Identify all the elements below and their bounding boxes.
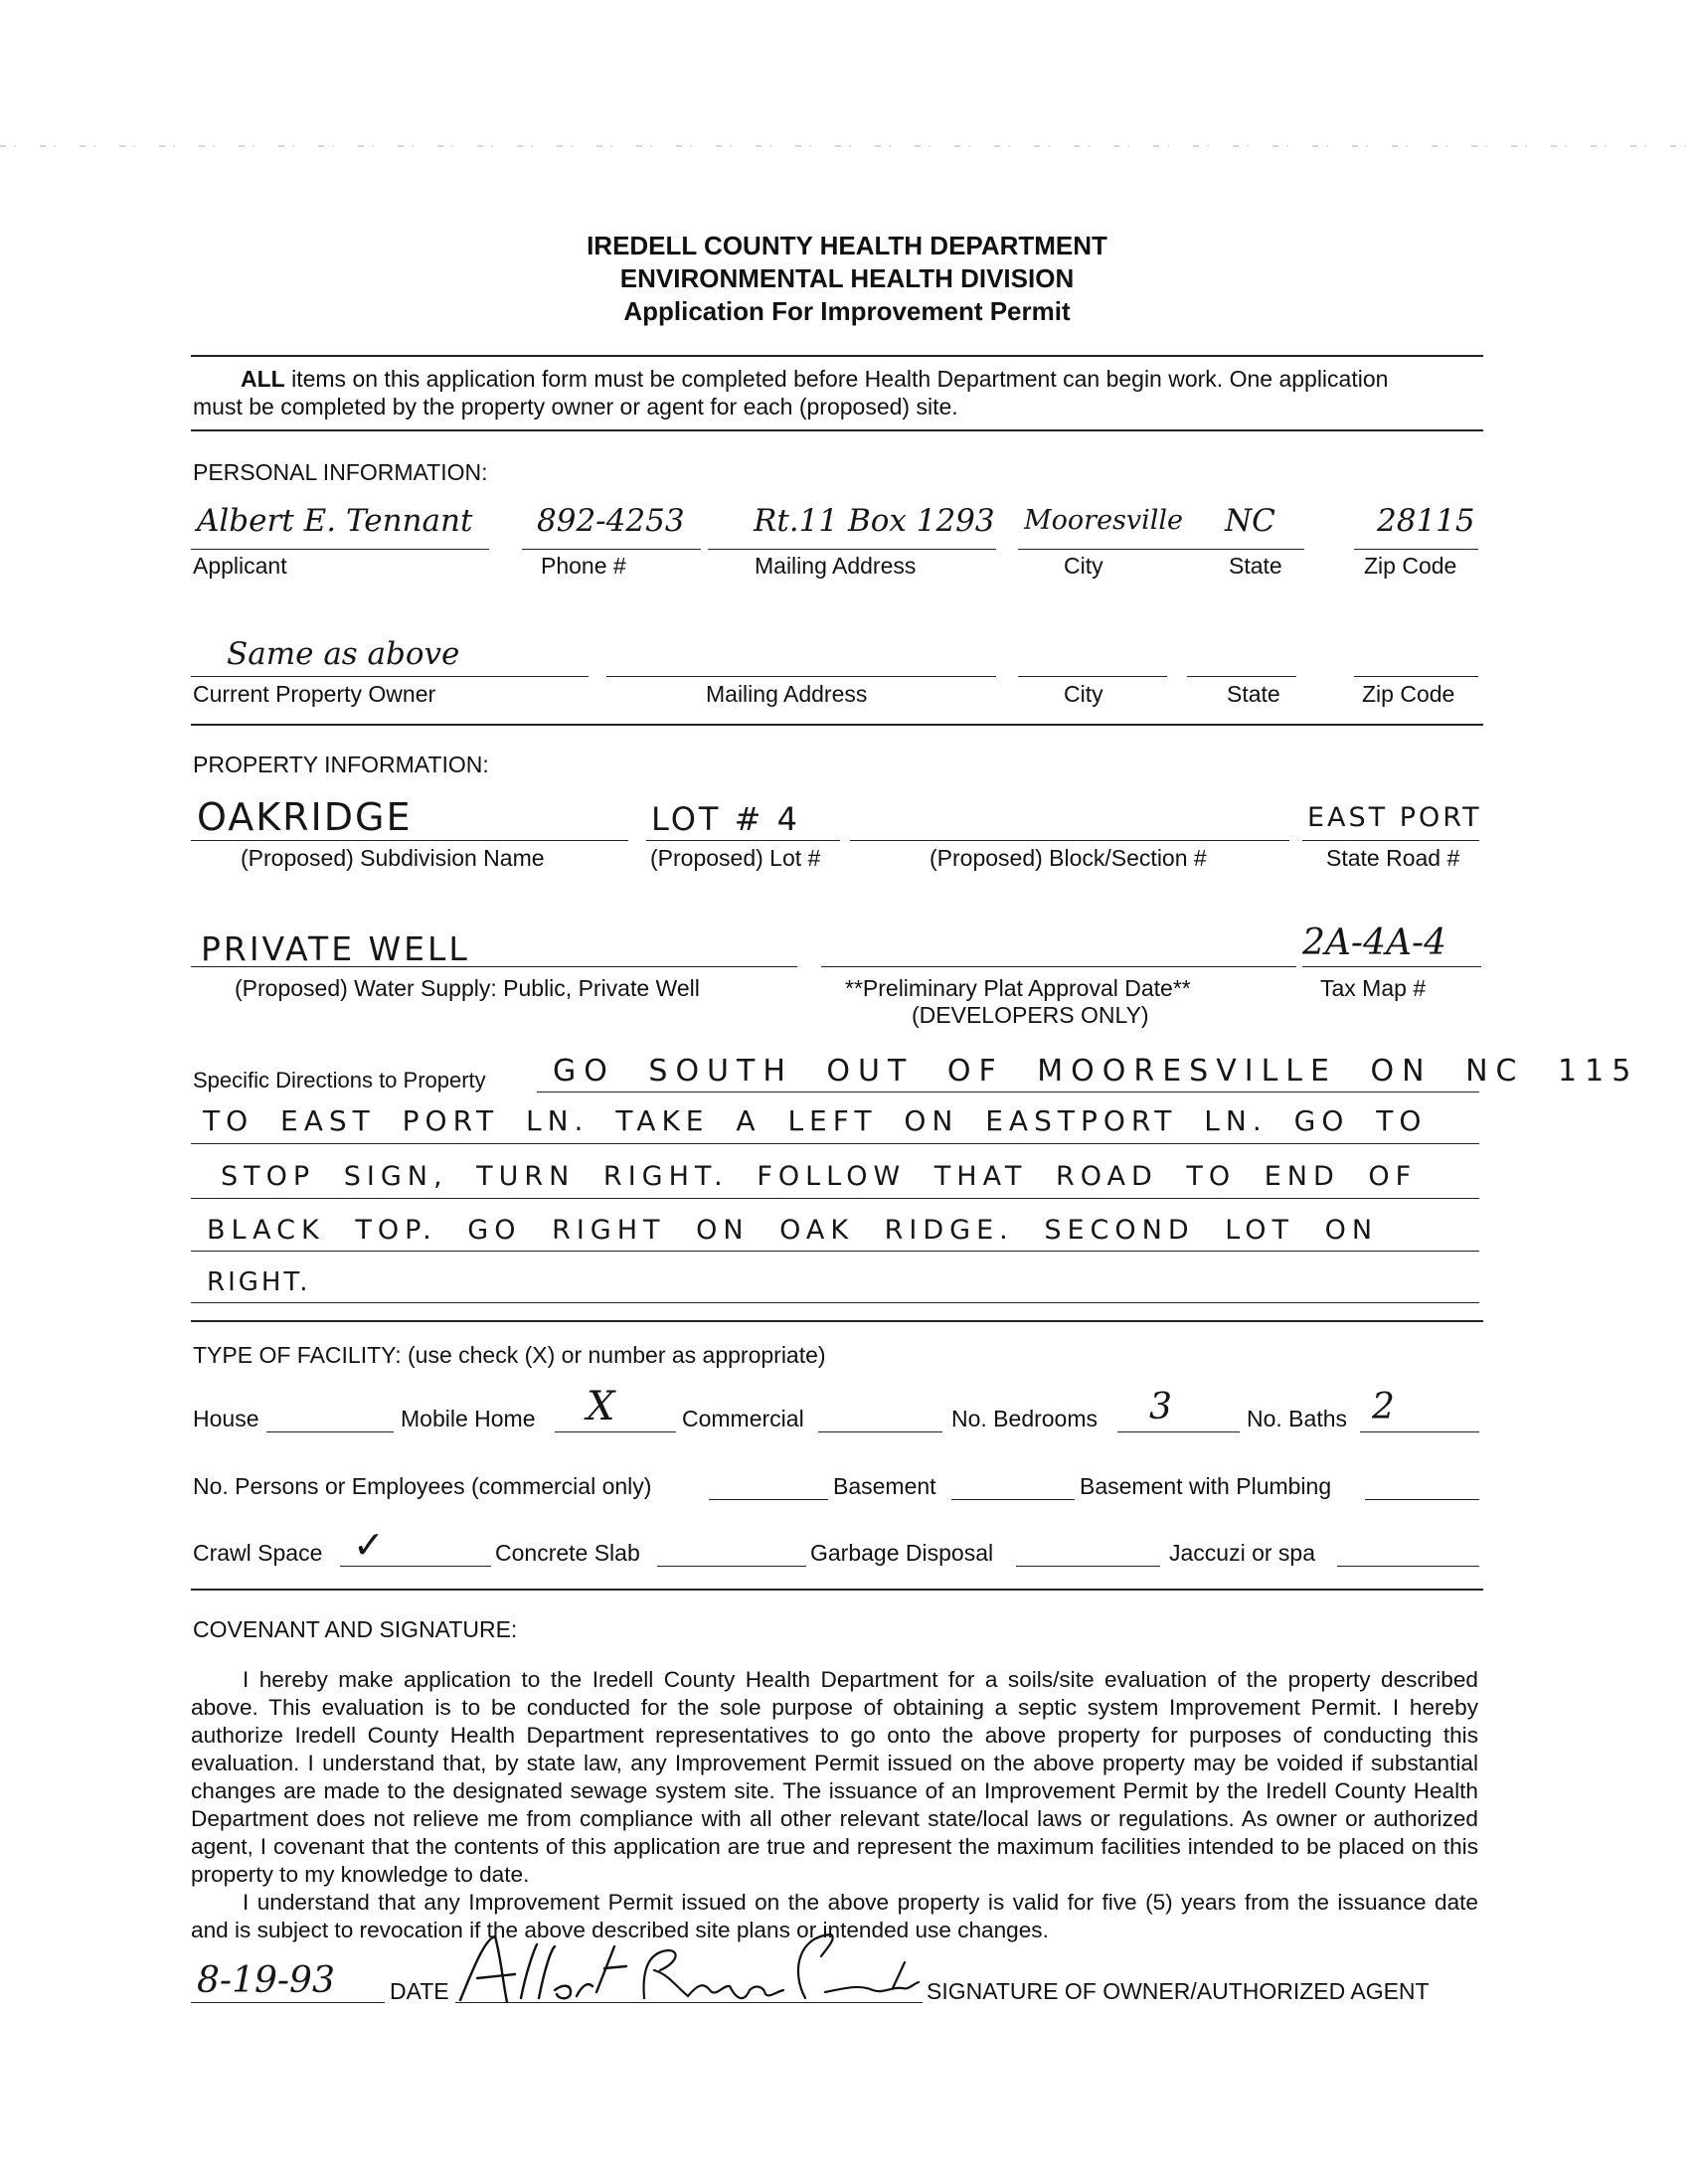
persons-line (709, 1499, 828, 1500)
lot-label: (Proposed) Lot # (650, 845, 821, 871)
jacuzzi-line (1337, 1566, 1479, 1567)
mailing-label: Mailing Address (755, 553, 917, 579)
directions-line-5: RIGHT. (207, 1267, 311, 1297)
intro-line1 (241, 366, 1388, 393)
owner-mailing-label: Mailing Address (706, 681, 868, 707)
crawl-value: ✓ (353, 1523, 385, 1567)
top-rule (191, 355, 1483, 357)
property-rule (191, 1320, 1483, 1322)
water-line (191, 966, 797, 967)
slab-label: Concrete Slab (495, 1540, 640, 1566)
subdivision-label: (Proposed) Subdivision Name (241, 845, 545, 871)
directions-rule-5 (191, 1302, 1479, 1303)
state-line (1187, 549, 1304, 550)
owner-city-line (1018, 676, 1167, 677)
directions-line-4: BLACK TOP. GO RIGHT ON OAK RIDGE. SECOND LOT ON (207, 1215, 1379, 1246)
basement-plumbing-line (1365, 1499, 1479, 1500)
personal-rule (191, 724, 1483, 726)
taxmap-label: Tax Map # (1320, 975, 1427, 1001)
phone-label: Phone # (541, 553, 626, 579)
header-line1: IREDELL COUNTY HEALTH DEPARTMENT (587, 231, 1107, 260)
date-line (191, 2002, 385, 2003)
directions-line-2: TO EAST PORT LN. TAKE A LEFT ON EASTPORT LN. GO TO (203, 1104, 1428, 1137)
subdivision-line (191, 840, 628, 841)
directions-line-1: GO SOUTH OUT OF MOORESVILLE ON NC 115 (553, 1054, 1639, 1089)
applicant-line (191, 549, 489, 550)
owner-name: Same as above (227, 636, 460, 672)
slab-line (657, 1566, 806, 1567)
directions-rule-3 (191, 1198, 1479, 1199)
road-value: EAST PORT (1307, 802, 1482, 833)
phone-line (522, 549, 701, 550)
scan-artifact (0, 145, 1694, 147)
water-value: PRIVATE WELL (201, 929, 470, 968)
plat-line (821, 966, 1296, 967)
applicant-label: Applicant (193, 553, 287, 579)
basement-plumbing-label: Basement with Plumbing (1080, 1473, 1332, 1499)
property-heading: PROPERTY INFORMATION: (193, 752, 489, 777)
applicant-mailing: Rt.11 Box 1293 (754, 503, 995, 539)
covenant-heading: COVENANT AND SIGNATURE: (193, 1616, 518, 1642)
block-label: (Proposed) Block/Section # (930, 845, 1207, 871)
crawl-label: Crawl Space (193, 1540, 323, 1566)
mobile-label: Mobile Home (401, 1406, 536, 1431)
plat-label-developers: (DEVELOPERS ONLY) (912, 1002, 1149, 1028)
owner-state-label: State (1227, 681, 1280, 707)
header-line2: ENVIRONMENTAL HEALTH DIVISION (619, 263, 1075, 293)
bedrooms-line (1117, 1431, 1240, 1432)
garbage-line (1016, 1566, 1160, 1567)
signature-image (455, 1929, 923, 2018)
bedrooms-value: 3 (1149, 1387, 1172, 1428)
date-label: DATE (390, 1978, 449, 2004)
signature-line (455, 2002, 923, 2003)
signature-label: SIGNATURE OF OWNER/AUTHORIZED AGENT (927, 1978, 1430, 2004)
owner-zip-line (1354, 676, 1478, 677)
subdivision-value: OAKRIDGE (197, 795, 413, 839)
bedrooms-label: No. Bedrooms (951, 1406, 1099, 1431)
owner-mailing-line (606, 676, 996, 677)
jacuzzi-label: Jaccuzi or spa (1169, 1540, 1316, 1566)
baths-value: 2 (1372, 1387, 1395, 1428)
garbage-label: Garbage Disposal (810, 1540, 994, 1566)
commercial-label: Commercial (682, 1406, 804, 1431)
intro-rule (191, 429, 1483, 431)
facility-rule (191, 1589, 1483, 1591)
applicant-phone: 892-4253 (537, 503, 685, 539)
directions-line-3: STOP SIGN, TURN RIGHT. FOLLOW THAT ROAD TO END OF (221, 1161, 1418, 1192)
crawl-line (340, 1566, 491, 1567)
header-line3: Application For Improvement Permit (623, 296, 1071, 326)
owner-city-label: City (1064, 681, 1103, 707)
plat-label: **Preliminary Plat Approval Date** (845, 975, 1191, 1001)
personal-heading: PERSONAL INFORMATION: (193, 459, 488, 485)
mobile-value: X (587, 1384, 615, 1429)
water-label: (Proposed) Water Supply: Public, Private Well (235, 975, 700, 1001)
zip-line (1354, 549, 1478, 550)
state-label: State (1229, 553, 1282, 579)
owner-state-line (1187, 676, 1296, 677)
owner-label: Current Property Owner (193, 681, 436, 707)
applicant-state: NC (1225, 503, 1275, 539)
intro-text1: items on this application form must be completed before Health Department can begin work. One application (284, 366, 1389, 392)
house-line (266, 1431, 394, 1432)
date-value: 8-19-93 (197, 1960, 335, 2001)
lot-line (646, 840, 840, 841)
road-label: State Road # (1326, 845, 1460, 871)
house-label: House (193, 1406, 259, 1431)
covenant-paragraph-1: I hereby make application to the Iredell County Health Department for a soils/site evaluation of the property described above. This evaluation is to be conducted for the sole purpose of obtaining a septic system Improvement Permit. I hereby authorize Iredell County Health Department representatives to go onto the above property for purposes of conducting this evaluation. I understand that, by state law, any Improvement Permit issued on the above property may be voided if substantial changes are made to the designated sewage system site. The issuance of an Improvement Permit by the Iredell County Health Department does not relieve me from compliance with all other relevant state/local laws or regulations. As owner or authorized agent, I covenant that the contents of this application are true and represent the maximum facilities intended to be placed on this property to my knowledge to date. (191, 1667, 1478, 1887)
covenant-text (191, 1666, 1478, 1944)
mailing-line (708, 549, 996, 550)
intro-bold: ALL (241, 366, 285, 392)
directions-label: Specific Directions to Property (193, 1068, 486, 1092)
basement-label: Basement (833, 1473, 936, 1499)
mobile-line (555, 1431, 676, 1432)
road-line (1302, 840, 1479, 841)
baths-line (1360, 1431, 1479, 1432)
intro-line2: must be completed by the property owner or agent for each (proposed) site. (193, 394, 958, 420)
baths-label: No. Baths (1247, 1406, 1347, 1431)
owner-line (191, 676, 589, 677)
taxmap-value: 2A-4A-4 (1302, 923, 1447, 963)
applicant-zip: 28115 (1377, 503, 1475, 539)
applicant-city: Mooresville (1024, 505, 1184, 536)
facility-heading: TYPE OF FACILITY: (use check (X) or number as appropriate) (193, 1342, 826, 1368)
persons-label: No. Persons or Employees (commercial only) (193, 1473, 652, 1499)
owner-zip-label: Zip Code (1362, 681, 1455, 707)
city-label: City (1064, 553, 1103, 579)
lot-value: LOT # 4 (651, 800, 800, 838)
directions-rule-2 (191, 1143, 1479, 1144)
covenant-paragraph-2: I understand that any Improvement Permit issued on the above property is valid for five (5) years from the issuance date and is subject to revocation if the above described site plans or intended use changes. (191, 1890, 1478, 1942)
commercial-line (818, 1431, 942, 1432)
block-line (850, 840, 1289, 841)
taxmap-line (1302, 966, 1481, 967)
city-line (1018, 549, 1197, 550)
applicant-name: Albert E. Tennant (197, 503, 473, 539)
directions-rule-4 (191, 1251, 1479, 1252)
basement-line (951, 1499, 1075, 1500)
zip-label: Zip Code (1364, 553, 1457, 579)
